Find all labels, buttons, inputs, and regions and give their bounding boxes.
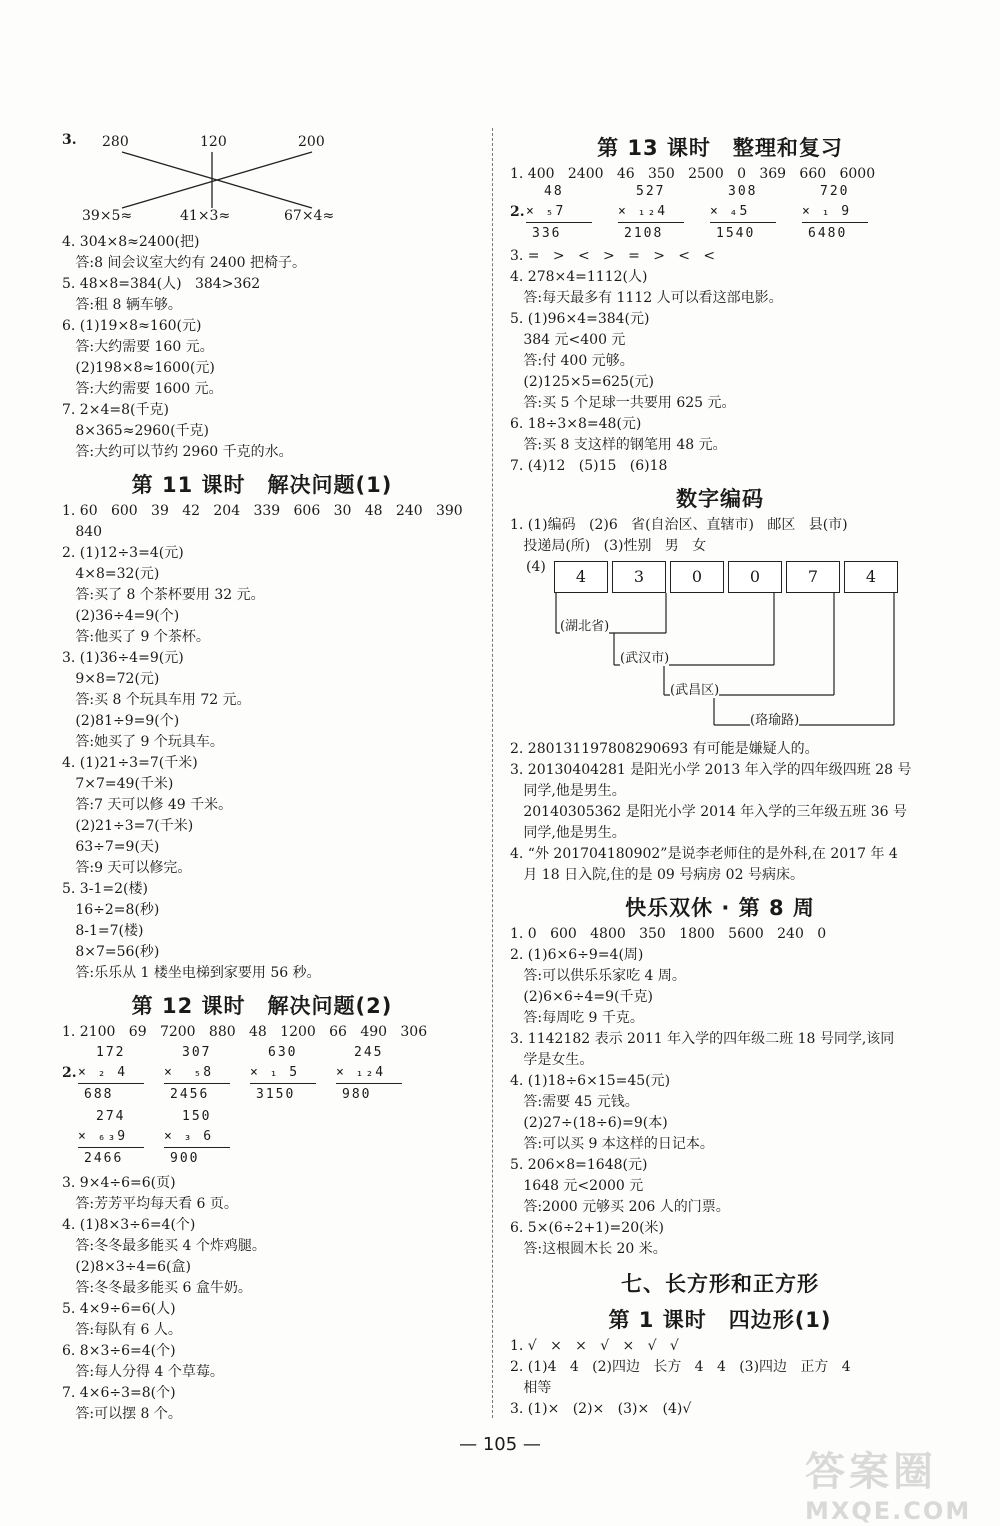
answer-line: (2)125×5=625(元): [510, 374, 654, 390]
estimate-expression: 41×3≈: [180, 208, 231, 224]
watermark-logo: [805, 1440, 990, 1525]
mult-rule: [618, 222, 684, 223]
column-divider: [492, 128, 493, 1418]
answer-line: 5. 3-1=2(楼): [62, 881, 148, 897]
mult-rule: [78, 1083, 144, 1084]
answer-line: 1. 0 600 4800 350 1800 5600 240 0: [510, 926, 827, 942]
mult-rule: [250, 1083, 316, 1084]
answer-line: 答:他买了 9 个茶杯。: [62, 629, 210, 645]
answer-line: 答:7 天可以修 49 千米。: [62, 797, 233, 813]
answer-line: 4. 278×4=1112(人): [510, 269, 648, 285]
answer-line: 7×7=49(千米): [62, 776, 174, 792]
section-heading: 数字编码: [676, 487, 764, 511]
answer-line: 8×7=56(秒): [62, 944, 160, 960]
answer-line: 1. (1)编码 (2)6 省(自治区、直辖市) 邮区 县(市): [510, 517, 848, 533]
mult-rule: [164, 1147, 230, 1148]
mult-top: 274: [96, 1109, 126, 1124]
mult-factor: × ₅8: [164, 1065, 214, 1080]
question-number: (4): [526, 559, 546, 575]
mult-result: 3150: [256, 1087, 296, 1102]
answer-line: 答:买 5 个足球一共要用 625 元。: [510, 395, 736, 411]
code-digit-box: 3: [612, 561, 666, 593]
answer-line: 1648 元<2000 元: [510, 1178, 644, 1194]
answer-line: 20140305362 是阳光小学 2014 年入学的三年级五班 36 号: [510, 804, 908, 820]
question-number: 3.: [62, 132, 77, 148]
page-number: — 105 —: [459, 1434, 541, 1455]
mult-result: 688: [84, 1087, 114, 1102]
answer-line: 答:这根圆木长 20 米。: [510, 1241, 667, 1257]
answer-line: 答:买 8 支这样的钢笔用 48 元。: [510, 437, 727, 453]
answer-line: 1. √ × × √ × √ √: [510, 1338, 679, 1354]
watermark-title: 答案圈: [805, 1449, 937, 1495]
mult-rule: [802, 222, 868, 223]
answer-line: 答:9 天可以修完。: [62, 860, 192, 876]
region-label: (武汉市): [620, 647, 669, 666]
answer-line: 3. 9×4÷6=6(页): [62, 1175, 176, 1191]
answer-line: 4. (1)21÷3=7(千米): [62, 755, 198, 771]
mult-top: 307: [182, 1045, 212, 1060]
answer-line: 4. (1)8×3÷6=4(个): [62, 1217, 196, 1233]
answer-line: (2)81÷9=9(个): [62, 713, 180, 729]
region-label: (湖北省): [560, 615, 609, 634]
answer-line: 2. (1)12÷3=4(元): [62, 545, 184, 561]
answer-line: 答:冬冬最多能买 4 个炸鸡腿。: [62, 1238, 266, 1254]
mult-top: 172: [96, 1045, 126, 1060]
mult-result: 2108: [624, 226, 664, 241]
answer-line: 4×8=32(元): [62, 566, 160, 582]
answer-line: 答:买 8 个玩具车用 72 元。: [62, 692, 251, 708]
mult-factor: × ₁₂4: [336, 1065, 386, 1080]
answer-line: 840: [62, 524, 103, 540]
mult-result: 336: [532, 226, 562, 241]
answer-line: 7. 4×6÷3=8(个): [62, 1385, 176, 1401]
answer-line: 5. 206×8=1648(元): [510, 1157, 648, 1173]
mult-factor: × ₂ 4: [78, 1065, 128, 1080]
answer-line: 答:每周吃 9 千克。: [510, 1010, 644, 1026]
mult-rule: [710, 222, 776, 223]
mult-result: 900: [170, 1151, 200, 1166]
answer-line: 同学,他是男生。: [510, 783, 626, 799]
answer-line: 3. 1142182 表示 2011 年入学的四年级二班 18 号同学,该同: [510, 1031, 895, 1047]
mult-result: 6480: [808, 226, 848, 241]
mult-top: 48: [544, 184, 564, 199]
mult-factor: × ₁ 5: [250, 1065, 300, 1080]
code-digit-box: 0: [728, 561, 782, 593]
code-digit-box: 4: [844, 561, 898, 593]
question-number: 2.: [510, 204, 525, 220]
mult-top: 308: [728, 184, 758, 199]
answer-line: (2)21÷3=7(千米): [62, 818, 194, 834]
mult-top: 150: [182, 1109, 212, 1124]
mult-rule: [526, 222, 592, 223]
mult-result: 2456: [170, 1087, 210, 1102]
mult-result: 980: [342, 1087, 372, 1102]
answer-line: 3. = > < > = > < <: [510, 248, 716, 264]
section-heading: 第 13 课时 整理和复习: [597, 136, 843, 160]
answer-line: 7. 2×4=8(千克): [62, 402, 169, 418]
answer-line: 答:买了 8 个茶杯要用 32 元。: [62, 587, 265, 603]
answer-line: 相等: [510, 1380, 552, 1396]
answer-line: 2. (1)4 4 (2)四边 长方 4 4 (3)四边 正方 4: [510, 1359, 851, 1375]
answer-line: 8×365≈2960(千克): [62, 423, 209, 439]
answer-line: 2. 280131197808290693 有可能是嫌疑人的。: [510, 741, 819, 757]
answer-line: 答:需要 45 元钱。: [510, 1094, 639, 1110]
answer-line: 16÷2=8(秒): [62, 902, 160, 918]
mult-factor: × ₃ 6: [164, 1129, 214, 1144]
mult-rule: [78, 1147, 144, 1148]
estimate-value: 200: [298, 134, 325, 150]
answer-line: 7. (4)12 (5)15 (6)18: [510, 458, 668, 474]
section-heading: 第 1 课时 四边形(1): [608, 1308, 832, 1332]
code-digit-box: 7: [786, 561, 840, 593]
estimate-expression: 67×4≈: [284, 208, 335, 224]
mult-top: 630: [268, 1045, 298, 1060]
answer-line: 6. (1)19×8≈160(元): [62, 318, 202, 334]
section-heading: 第 12 课时 解决问题(2): [131, 994, 393, 1018]
answer-line: (2)8×3÷4=6(盒): [62, 1259, 191, 1275]
answer-line: 6. 8×3÷6=4(个): [62, 1343, 176, 1359]
answer-line: 答:乐乐从 1 楼坐电梯到家要用 56 秒。: [62, 965, 321, 981]
answer-line: 答:每天最多有 1112 人可以看这部电影。: [510, 290, 783, 306]
answer-line: 1. 2100 69 7200 880 48 1200 66 490 306: [62, 1024, 428, 1040]
answer-line: 同学,他是男生。: [510, 825, 626, 841]
answer-line: 答:租 8 辆车够。: [62, 297, 182, 313]
answer-line: 63÷7=9(天): [62, 839, 160, 855]
answer-line: 2. (1)6×6÷9=4(周): [510, 947, 644, 963]
answer-line: 3. (1)× (2)× (3)× (4)√: [510, 1401, 692, 1417]
watermark-url: MXQE.COM: [805, 1497, 972, 1525]
answer-line: 月 18 日入院,住的是 09 号病房 02 号病床。: [510, 867, 804, 883]
estimate-value: 120: [200, 134, 227, 150]
question-number: 2.: [62, 1065, 77, 1081]
mult-result: 1540: [716, 226, 756, 241]
answer-line: 答:她买了 9 个玩具车。: [62, 734, 224, 750]
answer-line: 8-1=7(楼): [62, 923, 144, 939]
estimate-value: 280: [102, 134, 129, 150]
answer-line: 4. (1)18÷6×15=45(元): [510, 1073, 671, 1089]
mult-factor: × ₆₃9: [78, 1129, 128, 1144]
answer-line: 9×8=72(元): [62, 671, 160, 687]
answer-line: (2)6×6÷4=9(千克): [510, 989, 653, 1005]
section-heading: 第 11 课时 解决问题(1): [131, 473, 393, 497]
answer-line: 4. “外 201704180902”是说李老师住的是外科,在 2017 年 4: [510, 846, 898, 862]
estimate-expression: 39×5≈: [82, 208, 133, 224]
answer-line: 5. (1)96×4=384(元): [510, 311, 650, 327]
mult-top: 720: [820, 184, 850, 199]
answer-line: 5. 4×9÷6=6(人): [62, 1301, 176, 1317]
answer-line: (2)198×8≈1600(元): [62, 360, 215, 376]
answer-line: 6. 18÷3×8=48(元): [510, 416, 642, 432]
answer-line: 答:可以供乐乐家吃 4 周。: [510, 968, 686, 984]
answer-line: 答:可以摆 8 个。: [62, 1406, 182, 1422]
answer-line: (2)27÷(18÷6)=9(本): [510, 1115, 668, 1131]
answer-line: 答:8 间会议室大约有 2400 把椅子。: [62, 255, 306, 271]
answer-line: 答:付 400 元够。: [510, 353, 634, 369]
answer-line: 答:芳芳平均每天看 6 页。: [62, 1196, 238, 1212]
answer-line: 答:每人分得 4 个草莓。: [62, 1364, 224, 1380]
mult-factor: × ₁₂4: [618, 204, 668, 219]
mult-factor: × ₁ 9: [802, 204, 852, 219]
answer-line: 答:每队有 6 人。: [62, 1322, 182, 1338]
section-heading: 快乐双休 · 第 8 周: [625, 896, 815, 920]
chapter-heading: 七、长方形和正方形: [621, 1272, 819, 1296]
answer-line: 答:大约需要 160 元。: [62, 339, 214, 355]
answer-line: 4. 304×8≈2400(把): [62, 234, 200, 250]
region-label: (武昌区): [670, 679, 719, 698]
mult-factor: × ₅7: [526, 204, 566, 219]
answer-line: 答:冬冬最多能买 6 盒牛奶。: [62, 1280, 252, 1296]
answer-line: 答:大约可以节约 2960 千克的水。: [62, 444, 293, 460]
mult-result: 2466: [84, 1151, 124, 1166]
answer-line: 答:2000 元够买 206 人的门票。: [510, 1199, 730, 1215]
answer-line: 3. 20130404281 是阳光小学 2013 年入学的四年级四班 28 号: [510, 762, 912, 778]
answer-line: 5. 48×8=384(人) 384>362: [62, 276, 261, 292]
answer-line: 答:可以买 9 本这样的日记本。: [510, 1136, 714, 1152]
answer-line: 学是女生。: [510, 1052, 594, 1068]
answer-line: 投递局(所) (3)性别 男 女: [510, 538, 707, 554]
answer-line: 1. 400 2400 46 350 2500 0 369 660 6000: [510, 166, 876, 182]
answer-line: (2)36÷4=9(个): [62, 608, 180, 624]
mult-factor: × ₄5: [710, 204, 750, 219]
mult-top: 527: [636, 184, 666, 199]
code-digit-box: 0: [670, 561, 724, 593]
matching-lines: [62, 130, 362, 210]
mult-rule: [164, 1083, 230, 1084]
answer-line: 384 元<400 元: [510, 332, 626, 348]
answer-line: 答:大约需要 1600 元。: [62, 381, 223, 397]
mult-rule: [336, 1083, 402, 1084]
code-digit-box: 4: [554, 561, 608, 593]
region-label: (珞瑜路): [750, 709, 799, 728]
answer-line: 1. 60 600 39 42 204 339 606 30 48 240 390: [62, 503, 463, 519]
mult-top: 245: [354, 1045, 384, 1060]
answer-line: 6. 5×(6÷2+1)=20(米): [510, 1220, 665, 1236]
answer-line: 3. (1)36÷4=9(元): [62, 650, 184, 666]
